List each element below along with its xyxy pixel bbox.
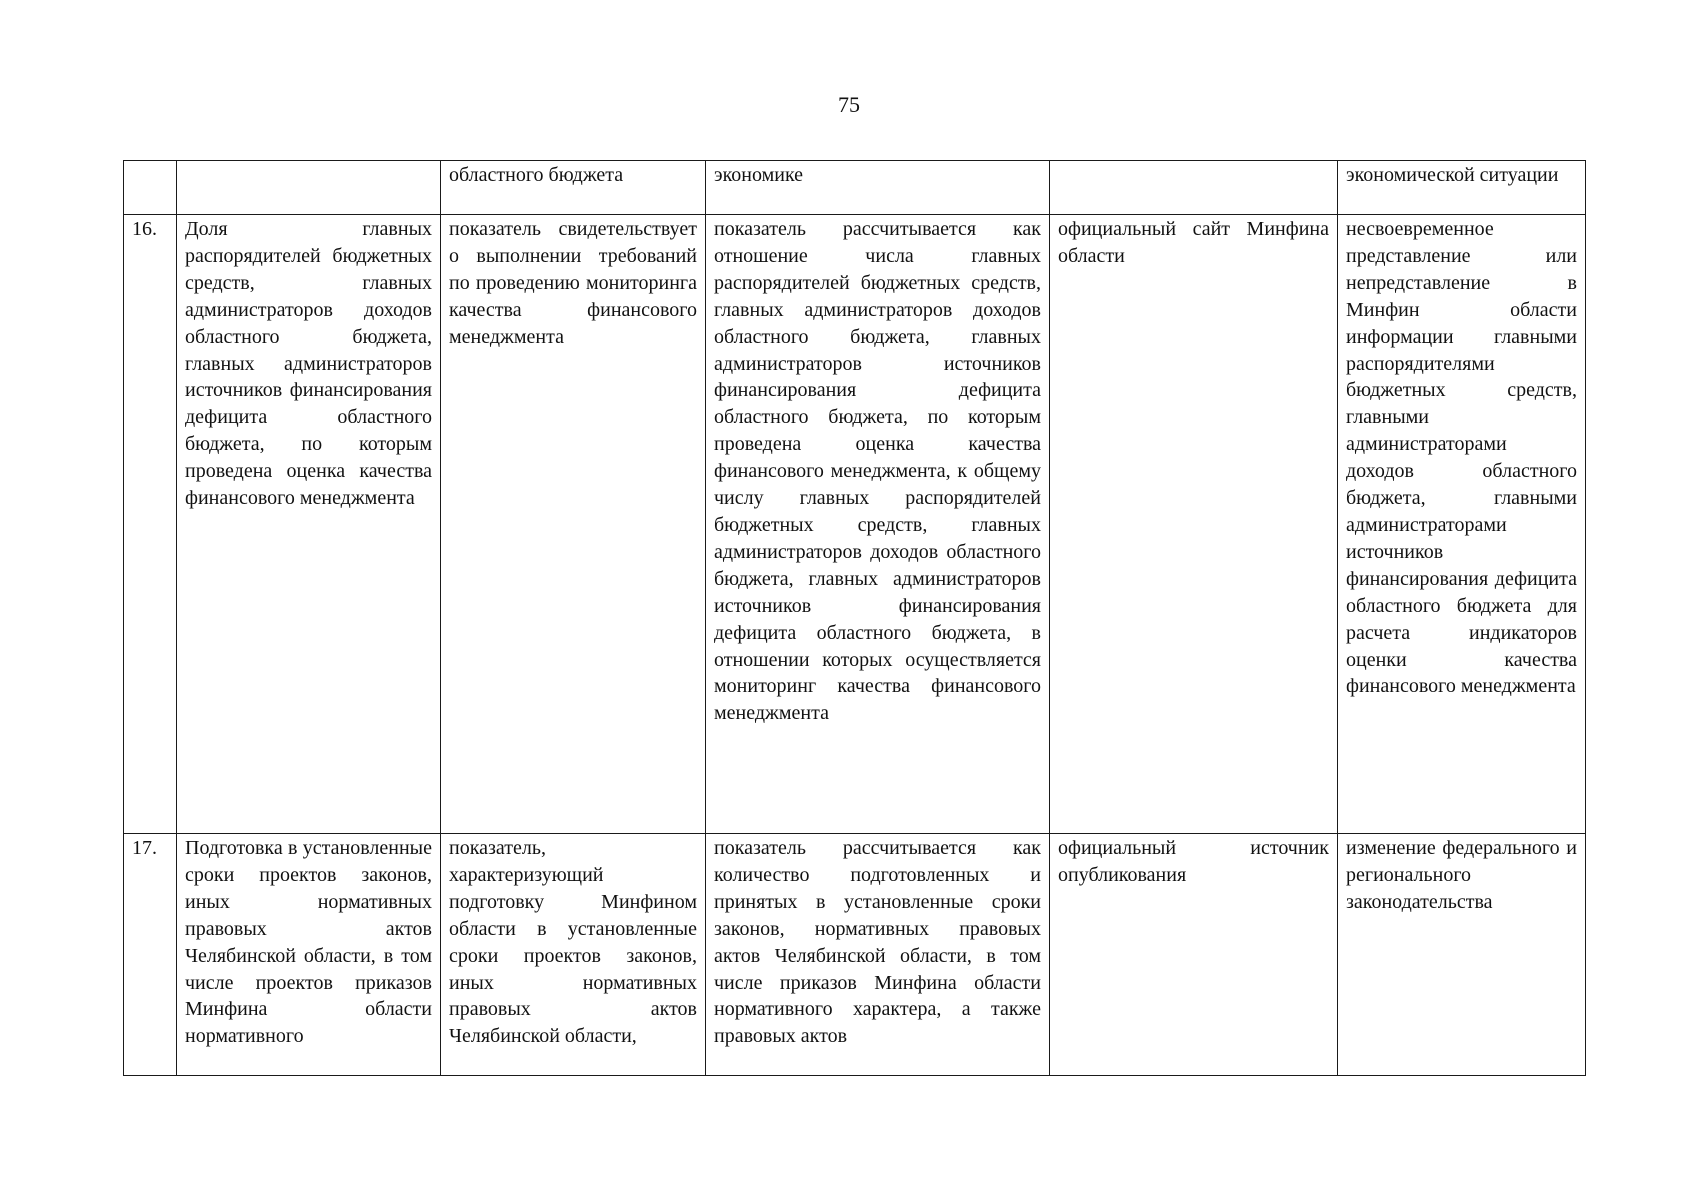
page-number: 75 [838, 92, 860, 117]
cell-method: экономике [706, 161, 1050, 215]
cell-name: Доля главных распорядителей бюджетных средств, главных администраторов доходов областного бюджета, главных администраторов источников финансирования дефицита областного бюджета, по которым проведена оценка качества финансового менеджмента [177, 215, 441, 834]
cell-name: Подготовка в установленные сроки проектов законов, иных нормативных правовых актов Челябинской области, в том числе проектов приказов Минфина области нормативного [177, 834, 441, 1076]
indicator-table [123, 160, 1586, 1076]
cell-source: официальный источник опубликования [1050, 834, 1338, 1076]
cell-meaning: показатель свидетельствует о выполнении требований по проведению мониторинга качества финансового менеджмента [441, 215, 706, 834]
cell-factors: несвоевременное представление или непредставление в Минфин области информации главными распорядителями бюджетных средств, главными администраторами доходов областного бюджета, главными администраторами источников финансирования дефицита областного бюджета для расчета индикаторов оценки качества финансового менеджмента [1338, 215, 1586, 834]
cell-method: показатель рассчитывается как отношение числа главных распорядителей бюджетных средств, главных администраторов доходов областного бюджета, главных администраторов источников финансирования дефицита областного бюджета, по которым проведена оценка качества финансового менеджмента, к общему числу главных распорядителей бюджетных средств, главных администраторов доходов областного бюджета, главных администраторов источников финансирования дефицита областного бюджета, в отношении которых осуществляется мониторинг качества финансового менеджмента [706, 215, 1050, 834]
table-row [124, 834, 1586, 1076]
cell-num: 16. [124, 215, 177, 834]
cell-source: официальный сайт Минфина области [1050, 215, 1338, 834]
cell-num [124, 161, 177, 215]
cell-factors: экономической ситуации [1338, 161, 1586, 215]
cell-factors: изменение федерального и регионального законодательства [1338, 834, 1586, 1076]
table-row [124, 215, 1586, 834]
cell-method: показатель рассчитывается как количество подготовленных и принятых в установленные сроки законов, нормативных правовых актов Челябинской области, в том числе приказов Минфина области нормативного характера, а также правовых актов [706, 834, 1050, 1076]
cell-meaning: областного бюджета [441, 161, 706, 215]
cell-source [1050, 161, 1338, 215]
table-row-continuation [124, 161, 1586, 215]
cell-meaning: показатель, характеризующий подготовку Минфином области в установленные сроки проектов законов, иных нормативных правовых актов Челябинской области, [441, 834, 706, 1076]
cell-num: 17. [124, 834, 177, 1076]
cell-name [177, 161, 441, 215]
